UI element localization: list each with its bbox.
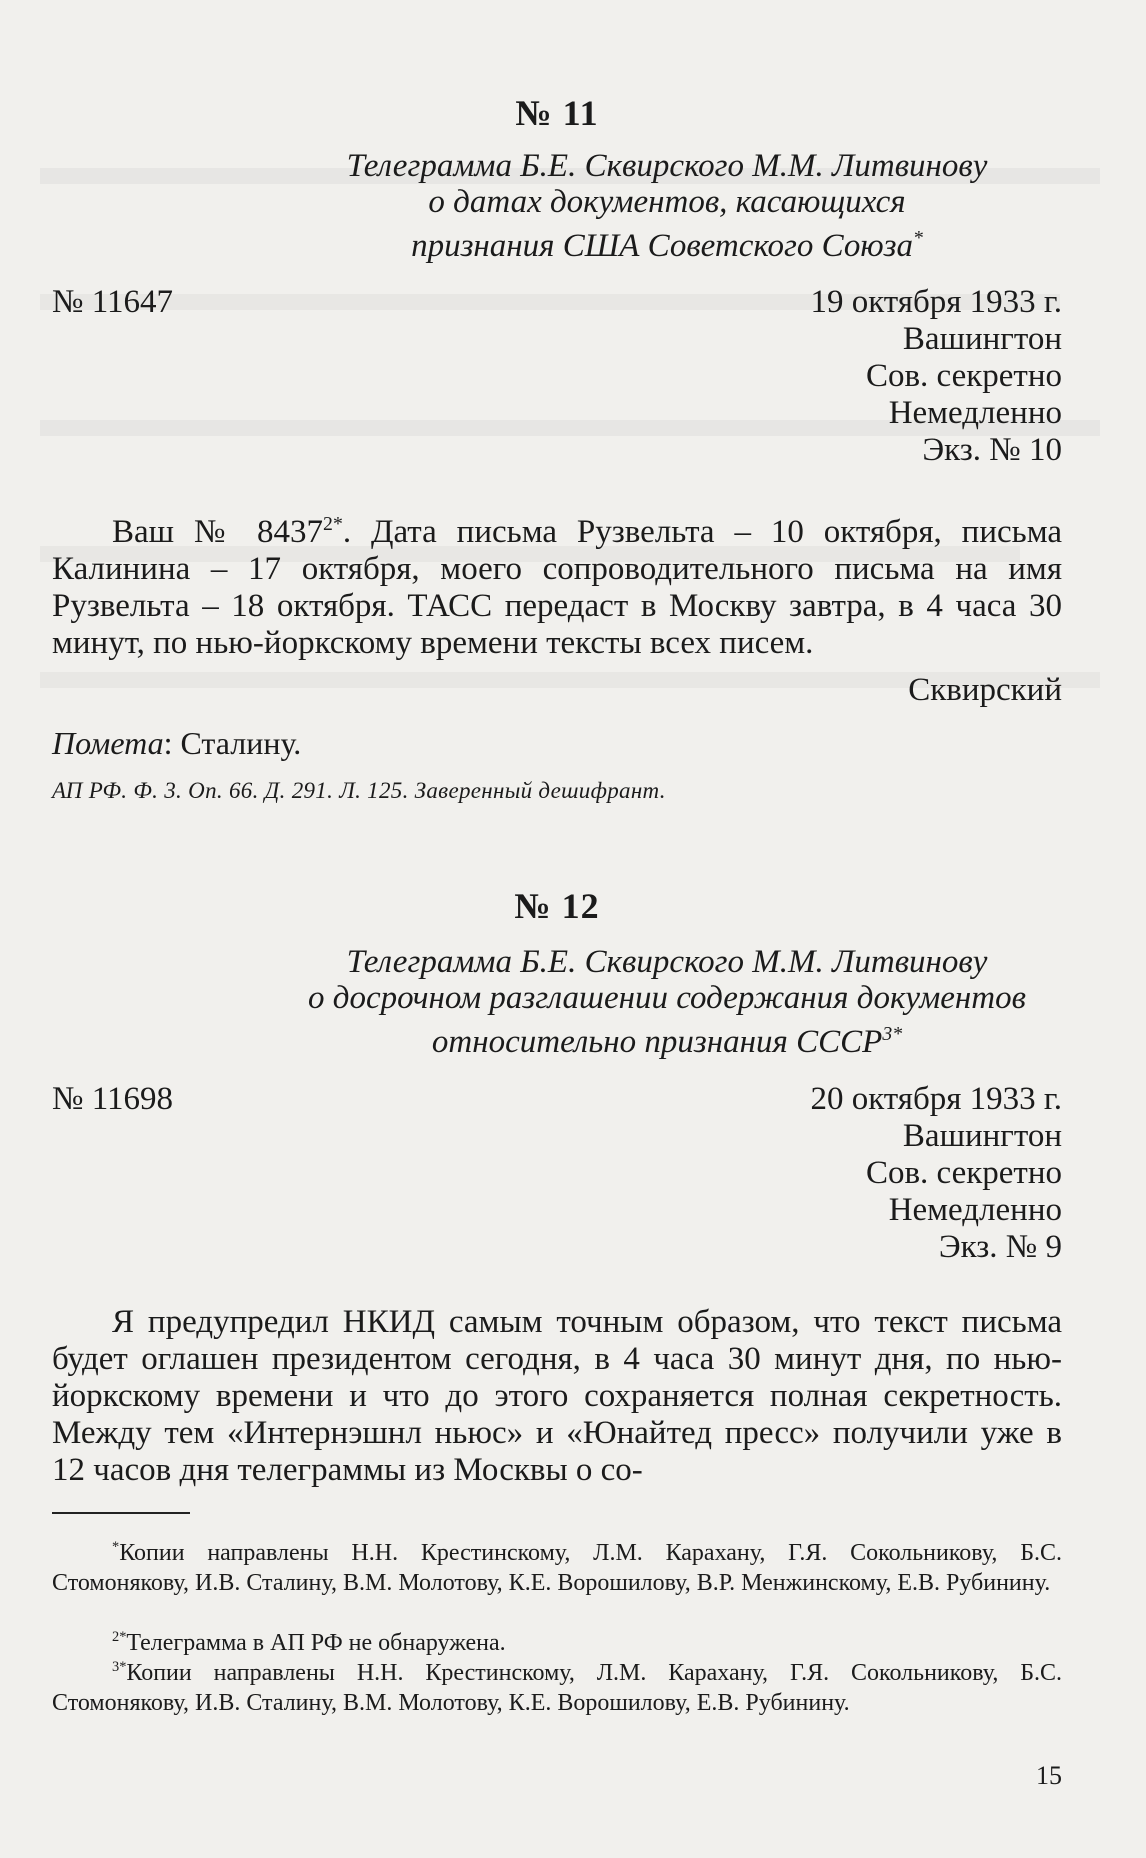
doc11-urgency: Немедленно	[888, 395, 1062, 431]
doc12-reg-no: № 11698	[52, 1081, 174, 1117]
doc11-title	[52, 148, 1146, 264]
footnote-3: $^{3*}$Копии направлены Н.Н. Крестинскому, Л.М. Карахану, Г.Я. Сокольникову, Б.С. Стомонякову, И.В. Сталину, В.М. Молотову, К.Е. Ворошилову, Е.В. Рубинину.	[52, 1659, 1062, 1716]
doc12-date: 20 октября 1933 г.	[810, 1081, 1062, 1117]
footnote-2-mark: 2*	[112, 1629, 127, 1645]
doc11-copy: Экз. № 10	[922, 432, 1062, 468]
doc11-title-line2: о датах документов, касающихся	[428, 184, 906, 220]
doc11-signature: Сквирский	[908, 672, 1062, 708]
doc12-title-line1: Телеграмма Б.Е. Сквирского М.М. Литвинову	[346, 944, 988, 980]
doc12-copy: Экз. № 9	[938, 1229, 1062, 1265]
doc11-reg-no: № 11647	[52, 284, 174, 320]
doc11-place: Вашингтон	[902, 321, 1062, 357]
doc11-title-line1: Телеграмма Б.Е. Сквирского М.М. Литвинову	[346, 148, 988, 184]
doc12-urgency: Немедленно	[888, 1192, 1062, 1228]
doc12-title-line2: о досрочном разглашении содержания документов	[308, 980, 1026, 1016]
doc12-meta	[52, 1081, 1062, 1266]
doc11-text-footnote-mark: 2*	[323, 513, 343, 535]
doc11-title-footnote-mark: *	[913, 227, 923, 249]
page-number: 15	[1036, 1761, 1062, 1790]
footnote-separator	[52, 1512, 190, 1514]
doc11-note: Помета: Сталину.	[52, 725, 302, 761]
doc12-secrecy: Сов. секретно	[865, 1155, 1062, 1191]
doc11-text: Ваш № $8437^{2*}$. Дата письма Рузвельта – 10 октября, письма Калинина – 17 октября, моего сопроводительного письма на имя Рузвельта – 18 октября. ТАСС передаст в Москву завтра, в 4 часа 30 минут, по нью-йоркскому времени тексты всех писем.	[52, 513, 1062, 661]
doc11-archive-ref: АП РФ. Ф. 3. Оп. 66. Д. 291. Л. 125. Заверенный дешифрант.	[52, 778, 666, 803]
doc12-title-footnote-mark: 3*	[882, 1023, 903, 1045]
doc12-title-line3: относительно признания $СССР^{3*}$	[431, 1023, 903, 1060]
doc11-note-label: Помета	[52, 725, 164, 761]
doc11-title-line3: признания США Советского Союза*	[411, 227, 923, 264]
doc12-text: Я предупредил НКИД самым точным образом, что текст письма будет оглашен президентом сегодня, в 4 часа 30 минут дня, по нью-йоркскому времени и что до этого сохраняется полная секретность. Между тем «Интернэшнл ньюс» и «Юнайтед пресс» получили уже в 12 часов дня телеграммы из Москвы о со-	[52, 1304, 1062, 1488]
footnote-1-mark: *	[112, 1539, 120, 1555]
doc11-date: 19 октября 1933 г.	[810, 284, 1062, 320]
doc12-title	[52, 944, 1146, 1060]
footnote-2: $^{2*}$Телеграмма в АП РФ не обнаружена.	[112, 1629, 506, 1656]
doc12-number: № 12	[514, 886, 600, 926]
footnote-3-mark: 3*	[112, 1659, 127, 1675]
doc11-meta	[52, 284, 1062, 469]
doc11-secrecy: Сов. секретно	[865, 358, 1062, 394]
doc12-place: Вашингтон	[902, 1118, 1062, 1154]
doc11-number: № 11	[515, 93, 599, 133]
footnote-1: *Копии направлены Н.Н. Крестинскому, Л.М. Карахану, Г.Я. Сокольникову, Б.С. Стомонякову, И.В. Сталину, В.М. Молотову, К.Е. Ворошилову, В.Р. Менжинскому, Е.В. Рубинину.	[52, 1539, 1062, 1596]
